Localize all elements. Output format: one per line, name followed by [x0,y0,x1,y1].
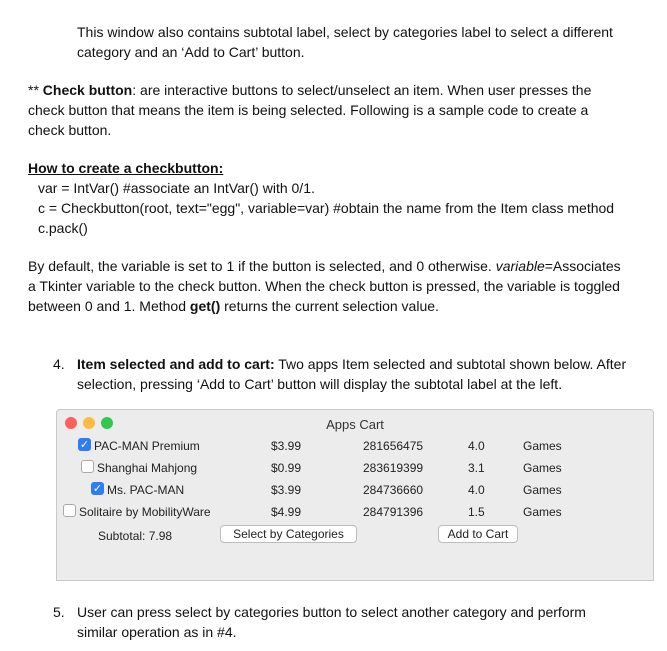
row-checkbox[interactable]: ✓ [79,439,90,451]
app-price: $3.99 [271,483,302,497]
app-id: 281656475 [363,439,424,453]
check-line-1-rest: : are interactive buttons to select/unselect an item. When user presses the [132,82,592,98]
app-rating: 4.0 [468,439,485,453]
app-category: Games [523,461,562,475]
app-category: Games [523,483,562,497]
variable-term: variable [495,258,545,274]
default-line-2: a Tkinter variable to the check button. When the check button is pressed, the variable is toggled [28,278,620,294]
code-line-2: c = Checkbutton(root, text="egg", variable=var) #obtain the name from the Item class method [38,200,615,216]
default-line-1a: By default, the variable is set to 1 if the button is selected, and 0 otherwise. [28,258,496,274]
row-checkbox[interactable]: ✓ [92,483,103,495]
check-button-line-2: check button that means the item is being selected. Following is a sample code to create a [28,102,589,118]
row-checkbox[interactable] [63,504,76,517]
app-name: Solitaire by MobilityWare [79,505,211,519]
default-line-3b: returns the current selection value. [220,298,439,314]
subtotal-label: Subtotal: 7.98 [98,529,173,543]
item4-number: 4. [53,356,65,372]
item4-title: Item selected and add to cart: [77,356,275,372]
code-line-3: c.pack() [38,220,88,236]
app-id: 284736660 [363,483,424,497]
check-button-line-3: check button. [28,122,112,138]
item5-line-2: similar operation as in #4. [77,624,237,640]
item5-line-1: User can press select by categories button to select another category and perform [77,604,586,620]
app-name: PAC-MAN Premium [94,439,200,453]
code-line-1: var = IntVar() #associate an IntVar() with 0/1. [38,180,315,196]
item4-line-2: selection, pressing ‘Add to Cart’ button will display the subtotal label at the left. [77,376,563,392]
app-rating: 1.5 [468,505,485,519]
item4-line-1-rest: Two apps Item selected and subtotal shown below. After [274,356,627,372]
app-price: $0.99 [271,461,302,475]
select-by-categories-button[interactable]: Select by Categories [220,525,357,543]
app-category: Games [523,439,562,453]
row-checkbox[interactable] [81,460,94,473]
app-id: 283619399 [363,461,424,475]
app-id: 284791396 [363,505,424,519]
add-to-cart-button[interactable]: Add to Cart [438,525,518,543]
app-rating: 3.1 [468,461,485,475]
howto-heading: How to create a checkbutton: [28,160,224,176]
item4-line-1 [77,354,626,374]
check-button-line-1 [28,80,591,100]
default-line-3a: between 0 and 1. Method [28,298,190,314]
window-title: Apps Cart [326,417,384,432]
intro-line-1: This window also contains subtotal label, select by categories label to select a different [77,24,613,40]
default-line-1b: =Associates [544,258,621,274]
default-line-3 [28,296,439,316]
app-rating: 4.0 [468,483,485,497]
check-button-term: Check button [42,82,133,98]
app-category: Games [523,505,562,519]
apps-cart-window [56,409,654,581]
check-lead: ** [28,82,43,98]
default-line-1 [28,256,621,276]
app-name: Ms. PAC-MAN [107,483,185,497]
intro-line-2: category and an ‘Add to Cart’ button. [77,44,305,60]
app-price: $3.99 [271,439,302,453]
app-price: $4.99 [271,505,302,519]
get-method-term: get() [189,298,221,314]
app-name: Shanghai Mahjong [97,461,198,475]
item5-number: 5. [53,604,65,620]
